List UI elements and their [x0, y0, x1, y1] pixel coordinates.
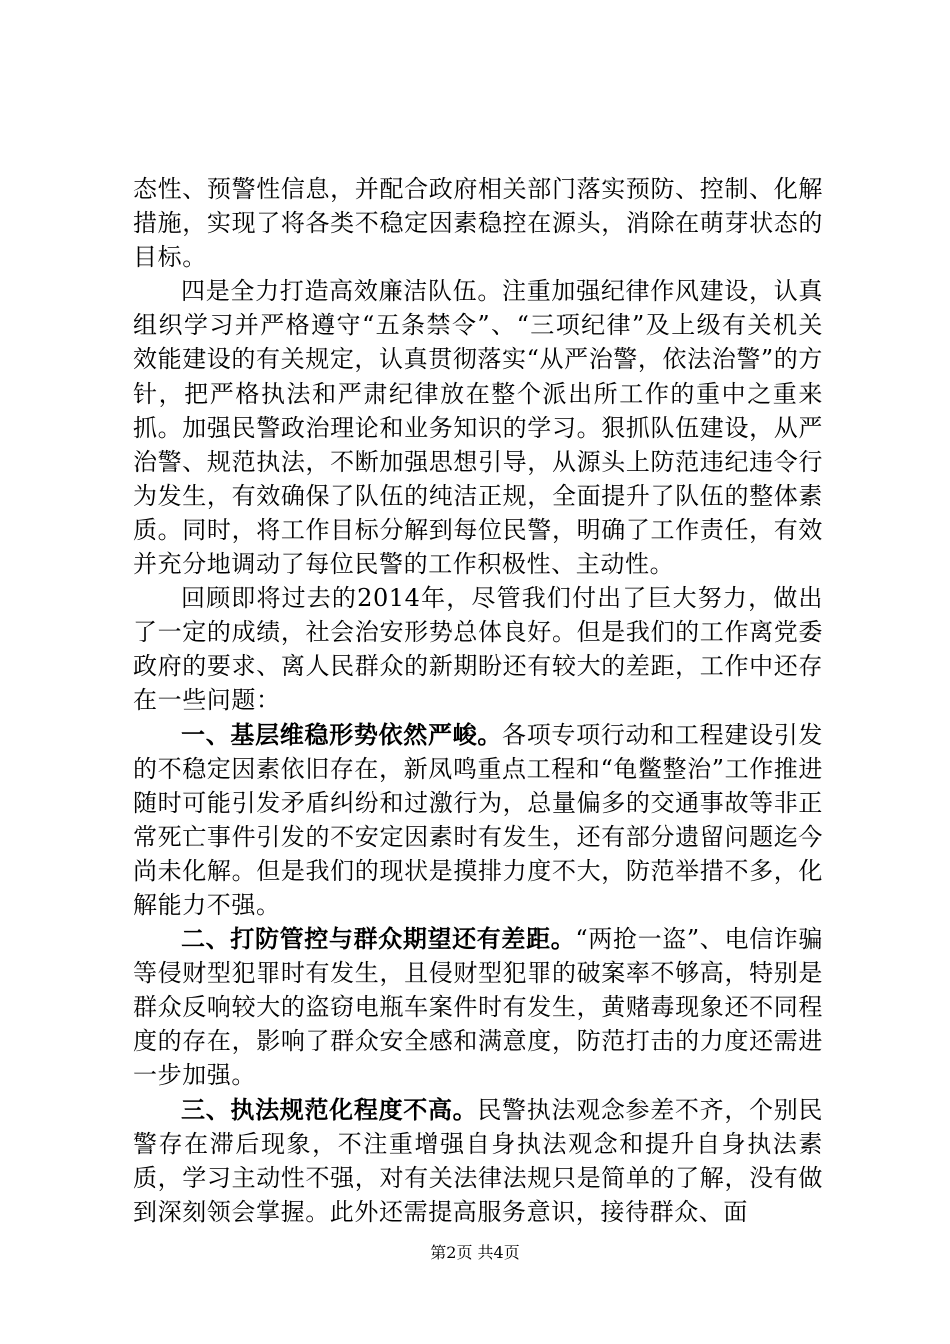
- paragraph-2: [133, 274, 823, 581]
- paragraph-4: [133, 718, 823, 923]
- document-body: [133, 172, 823, 1229]
- paragraph-2-text: 四是全力打造高效廉洁队伍。注重加强纪律作风建设，认真组织学习并严格遵守“五条禁令”、“三项纪律”及上级有关机关效能建设的有关规定，认真贯彻落实“从严治警，依法治警”的方针，把严格执法和严肃纪律放在整个派出所工作的重中之重来抓。加强民警政治理论和业务知识的学习。狠抓队伍建设，从严治警、规范执法，不断加强思想引导，从源头上防范违纪违令行为发生，有效确保了队伍的纯洁正规，全面提升了队伍的整体素质。同时，将工作目标分解到每位民警，明确了工作责任，有效并充分地调动了每位民警的工作积极性、主动性。: [133, 277, 823, 579]
- paragraph-3-text: 回顾即将过去的2014年，尽管我们付出了巨大努力，做出了一定的成绩，社会治安形势总体良好。但是我们的工作离党委政府的要求、离人民群众的新期盼还有较大的差距，工作中还存在一些问题：: [133, 584, 823, 715]
- paragraph-1: [133, 172, 823, 274]
- paragraph-6: [133, 1093, 823, 1229]
- paragraph-5-heading: 二、打防管控与群众期望还有差距。: [181, 925, 576, 954]
- paragraph-6-heading: 三、执法规范化程度不高。: [181, 1095, 478, 1124]
- paragraph-5-text: “两抢一盗”、电信诈骗等侵财型犯罪时有发生，且侵财型犯罪的破案率不够高，特别是群众反响较大的盗窃电瓶车案件时有发生，黄赌毒现象还不同程度的存在，影响了群众安全感和满意度，防范打击的力度还需进一步加强。: [133, 925, 823, 1090]
- page-number-footer: 第2页 共4页: [430, 1243, 520, 1262]
- paragraph-5: [133, 922, 823, 1092]
- paragraph-6-text: 民警执法观念参差不齐，个别民警存在滞后现象，不注重增强自身执法观念和提升自身执法素质，学习主动性不强，对有关法律法规只是简单的了解，没有做到深刻领会掌握。此外还需提高服务意识，接待群众、面: [133, 1095, 824, 1226]
- paragraph-4-text: 各项专项行动和工程建设引发的不稳定因素依旧存在，新凤鸣重点工程和“龟鳖整治”工作推进随时可能引发矛盾纠纷和过激行为，总量偏多的交通事故等非正常死亡事件引发的不安定因素时有发生，还有部分遗留问题迄今尚未化解。但是我们的现状是摸排力度不大，防范举措不多，化解能力不强。: [133, 720, 823, 919]
- paragraph-3: [133, 581, 823, 717]
- paragraph-4-heading: 一、基层维稳形势依然严峻。: [181, 720, 503, 749]
- paragraph-1-text: 态性、预警性信息，并配合政府相关部门落实预防、控制、化解措施，实现了将各类不稳定因素稳控在源头，消除在萌芽状态的目标。: [133, 175, 823, 272]
